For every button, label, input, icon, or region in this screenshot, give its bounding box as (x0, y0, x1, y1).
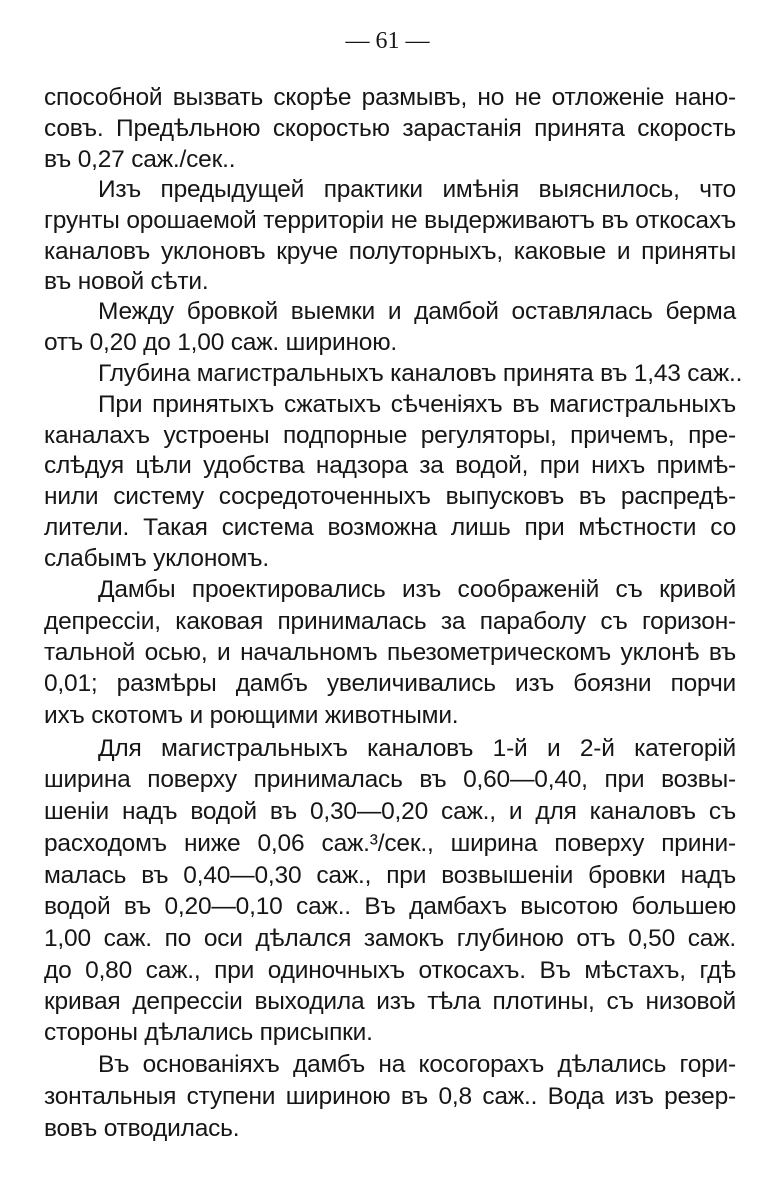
text-line: каналахъ устроены подпорные регуляторы, причемъ, пре- (44, 422, 736, 449)
text-line: кривая депрессіи выходила изъ тѣла плотины, съ низовой (44, 988, 736, 1015)
text-line: слабымъ уклономъ. (44, 545, 269, 572)
text-line: въ новой сѣти. (44, 268, 209, 295)
text-line: Для магистральныхъ каналовъ 1-й и 2-й категорій (98, 735, 736, 762)
text-line: Между бровкой выемки и дамбой оставлялась берма (98, 298, 736, 325)
text-line: Глубина магистральныхъ каналовъ принята въ 1,43 саж.. (98, 360, 743, 387)
text-line: 0,01; размѣры дамбъ увеличивались изъ боязни порчи (44, 670, 736, 697)
text-line: нили систему сосредоточенныхъ выпусковъ въ распредѣ- (44, 483, 736, 510)
text-line: зонтальныя ступени шириною въ 0,8 саж.. Вода изъ резер- (44, 1083, 736, 1110)
text-line: Въ основаніяхъ дамбъ на косогорахъ дѣлались гори- (98, 1051, 736, 1078)
text-line: отъ 0,20 до 1,00 саж. шириною. (44, 329, 398, 356)
text-line: малась въ 0,40—0,30 саж., при возвышеніи бровки надъ (44, 862, 736, 889)
text-line: вовъ отводилась. (44, 1115, 240, 1142)
text-line: При принятыхъ сжатыхъ сѣченіяхъ въ магистральныхъ (98, 391, 736, 418)
text-line: слѣдуя цѣли удобства надзора за водой, при нихъ примѣ- (44, 452, 736, 479)
text-line: шеніи надъ водой въ 0,30—0,20 саж., и для каналовъ съ (44, 798, 736, 825)
text-line: ихъ скотомъ и роющими животными. (44, 702, 459, 729)
text-line: Изъ предыдущей практики имѣнія выяснилось, что (98, 176, 736, 203)
text-line: тальной осью, и начальномъ пьезометрическомъ уклонѣ въ (44, 639, 736, 666)
text-line: совъ. Предѣльною скоростью зарастанія принята скорость (44, 115, 736, 142)
text-line: каналовъ уклоновъ круче полуторныхъ, каковые и приняты (44, 238, 736, 265)
text-line: способной вызвать скорѣе размывъ, но не отложеніе нано- (44, 84, 736, 111)
text-line: расходомъ ниже 0,06 саж.³/сек., ширина поверху прини- (44, 830, 736, 857)
text-line: въ 0,27 саж./сек.. (44, 146, 236, 173)
text-line: водой въ 0,20—0,10 саж.. Въ дамбахъ высотою большею (44, 893, 736, 920)
text-line: до 0,80 саж., при одиночныхъ откосахъ. Въ мѣстахъ, гдѣ (44, 957, 736, 984)
text-line: депрессіи, каковая принималась за параболу съ горизон- (44, 608, 736, 635)
text-line: 1,00 саж. по оси дѣлался замокъ глубиною отъ 0,50 саж. (44, 925, 736, 952)
text-line: Дамбы проектировались изъ соображеній съ кривой (98, 576, 736, 603)
text-line: ширина поверху принималась въ 0,60—0,40, при возвы- (44, 766, 736, 793)
page-number: — 61 — (345, 28, 430, 54)
text-line: грунты орошаемой территоріи не выдерживаютъ въ откосахъ (44, 207, 736, 234)
text-line: лители. Такая система возможна лишь при мѣстности со (44, 514, 736, 541)
text-line: стороны дѣлались присыпки. (44, 1019, 373, 1046)
